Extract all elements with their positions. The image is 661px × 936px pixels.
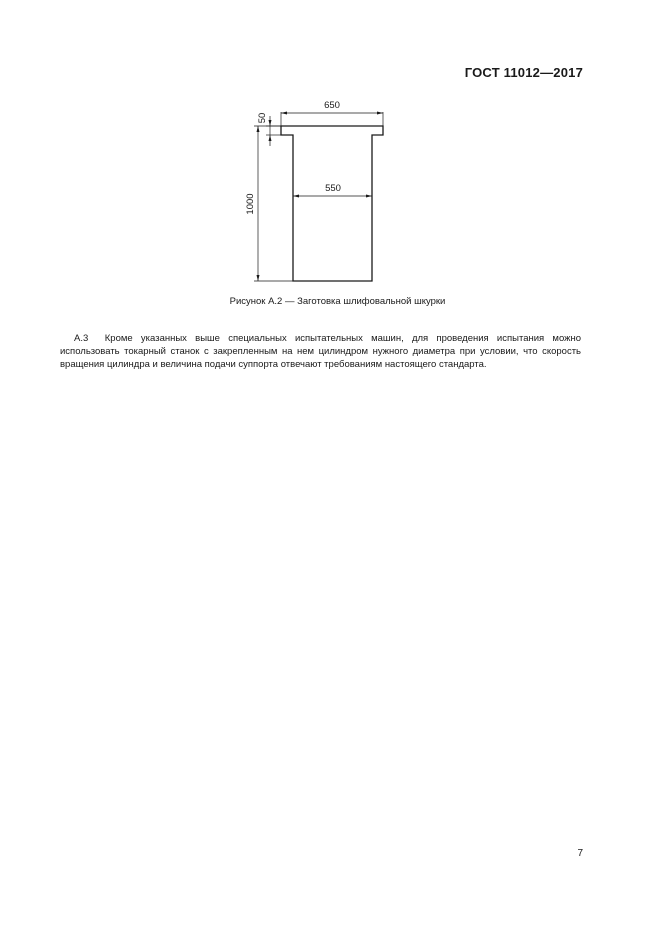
arrow-right-top	[377, 112, 383, 115]
dimension-label-total-height: 1000	[245, 193, 256, 215]
page-number: 7	[577, 848, 583, 859]
paragraph-text: Кроме указанных выше специальных испытательных машин, для проведения испытания можно использовать токарный станок с закрепленным на нем цилиндром нужного диаметра при условии, что скорость вращения цилиндра и величина подачи суппорта отвечают требованиям настоящего стандарта.	[60, 333, 582, 370]
dimension-label-top-width: 650	[324, 100, 340, 111]
arrow-height-bottom	[257, 275, 260, 281]
arrow-left-inner	[293, 195, 299, 198]
arrow-flange-down	[269, 120, 272, 126]
arrow-left-top	[281, 112, 287, 115]
dimension-label-inner-width: 550	[325, 183, 341, 194]
paragraph-number: А.3	[74, 333, 89, 344]
figure-caption: Рисунок А.2 — Заготовка шлифовальной шкурки	[229, 296, 446, 307]
arrow-flange-up	[269, 135, 272, 141]
dimension-label-flange-height: 50	[257, 112, 268, 124]
arrow-height-top	[257, 126, 260, 132]
blank-outline	[281, 126, 383, 281]
paragraph-a3	[60, 332, 581, 371]
blank-drawing	[0, 0, 661, 300]
standard-code: ГОСТ 11012—2017	[464, 65, 583, 80]
arrow-right-inner	[366, 195, 372, 198]
